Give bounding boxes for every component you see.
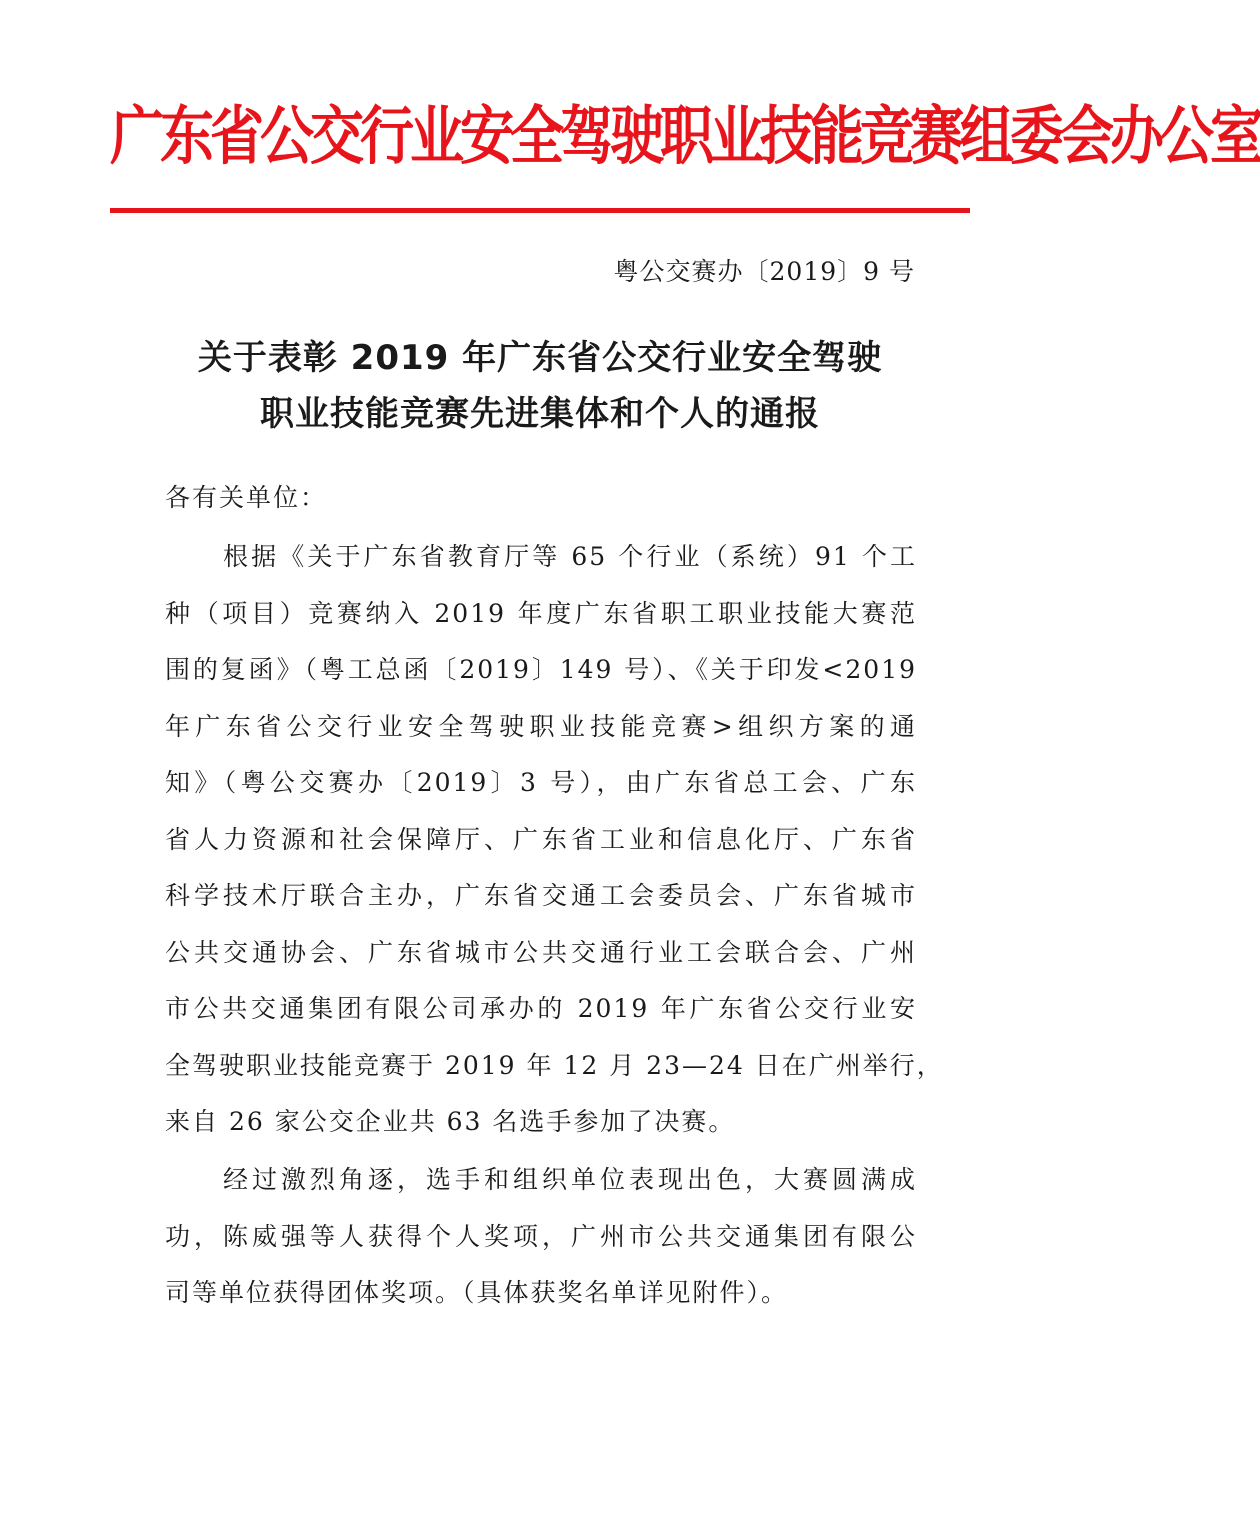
org-letterhead: 广东省公交行业安全驾驶职业技能竞赛组委会办公室 [110,99,1260,174]
paragraph-line: 公共交通协会、广东省城市公共交通行业工会联合会、广州 [165,937,917,967]
paragraph-1 [165,539,944,1161]
paragraph-line: 科学技术厅联合主办，广东省交通工会委员会、广东省城市 [165,881,917,910]
letterhead-divider [110,208,970,213]
title-line: 职业技能竞赛先进集体和个人的通报 [260,394,820,434]
paragraph-line: 经过激烈角逐，选手和组织单位表现出色，大赛圆满成 [223,1165,917,1194]
document-number: 粤公交赛办〔2019〕9 号 [613,257,915,286]
paragraph-line: 知》（粤公交赛办〔2019〕3 号），由广东省总工会、广东 [165,768,917,797]
paragraph-line: 围的复函》（粤工总函〔2019〕149 号）、《关于印发<2019 [165,655,917,684]
salutation: 各有关单位： [165,483,328,512]
paragraph-2 [165,1162,917,1332]
paragraph-line: 年广东省公交行业安全驾驶职业技能竞赛>组织方案的通 [165,711,917,741]
paragraph-line: 来自 26 家公交企业共 63 名选手参加了决赛。 [165,1107,736,1136]
paragraph-line: 种（项目）竞赛纳入 2019 年度广东省职工职业技能大赛范 [165,598,917,628]
paragraph-line: 省人力资源和社会保障厅、广东省工业和信息化厅、广东省 [165,824,917,854]
document-title [120,330,960,442]
paragraph-line: 司等单位获得团体奖项。（具体获奖名单详见附件）。 [165,1278,789,1307]
paragraph-line: 功，陈威强等人获得个人奖项，广州市公共交通集团有限公 [165,1221,917,1251]
paragraph-line: 市公共交通集团有限公司承办的 2019 年广东省公交行业安 [165,994,917,1023]
title-line: 关于表彰 2019 年广东省公交行业安全驾驶 [197,338,883,378]
paragraph-line: 根据《关于广东省教育厅等 65 个行业（系统）91 个工 [223,542,917,571]
paragraph-line: 全驾驶职业技能竞赛于 2019 年 12 月 23—24 日在广州举行， [165,1050,944,1080]
